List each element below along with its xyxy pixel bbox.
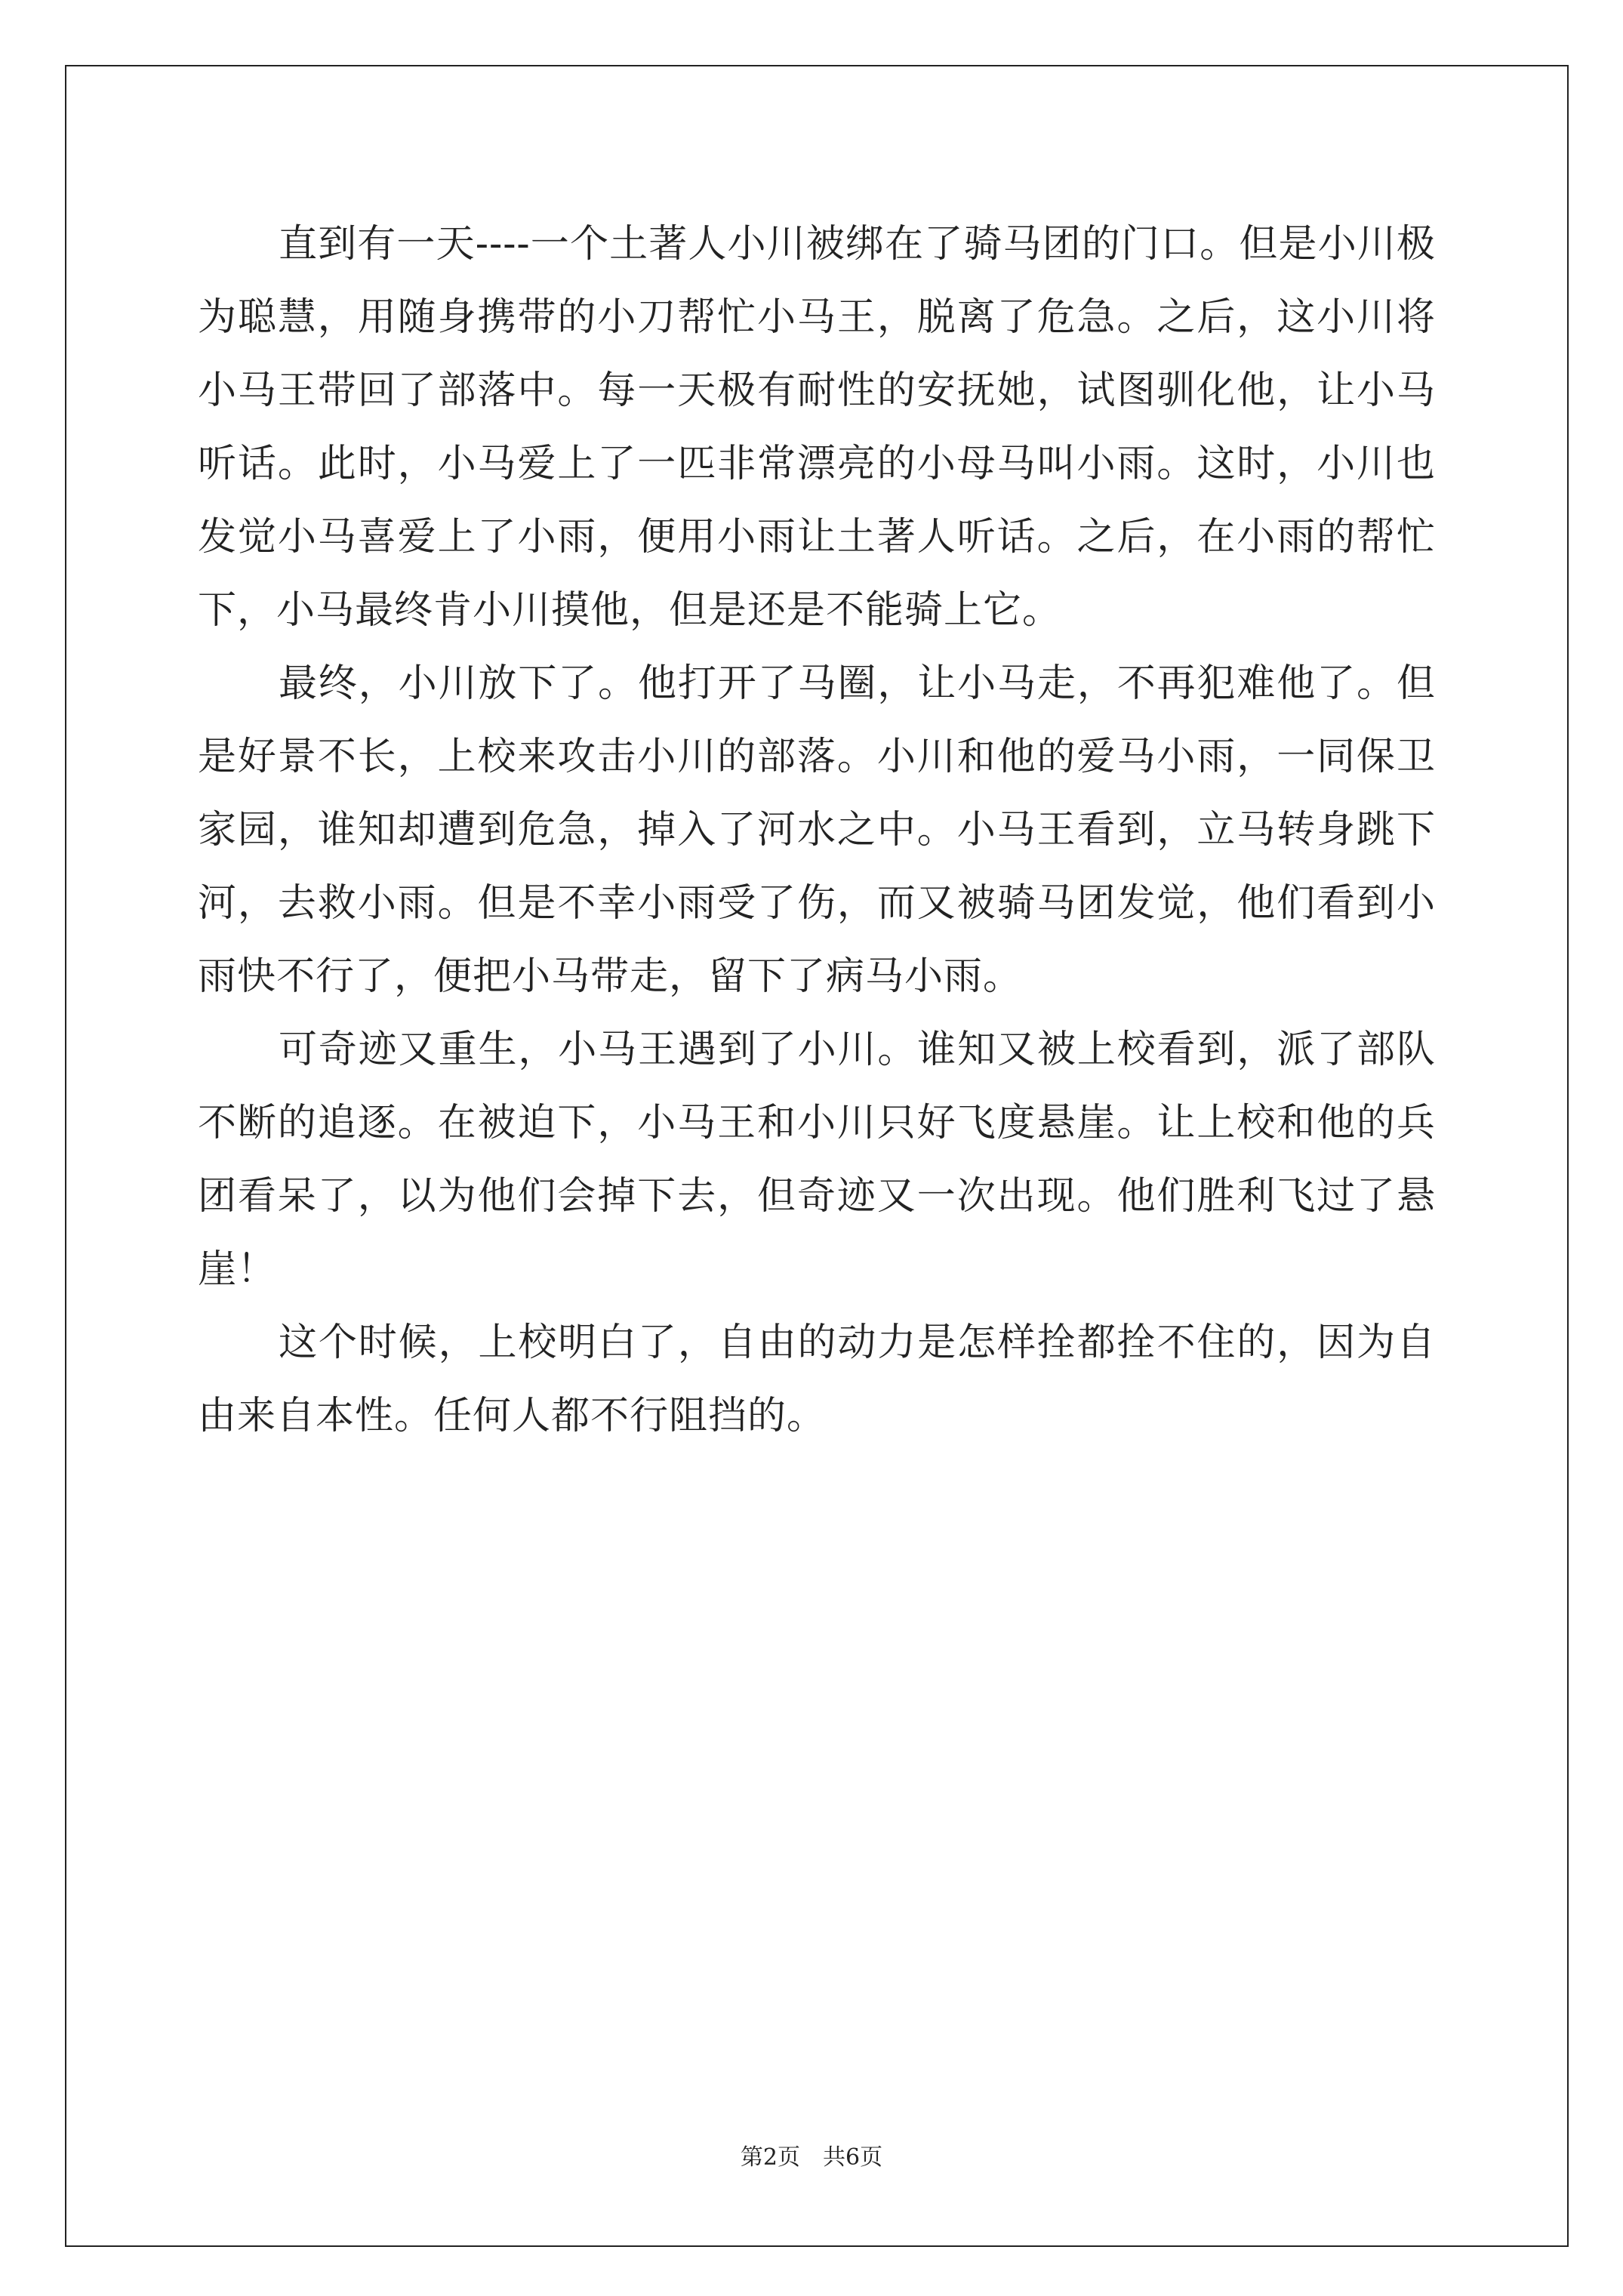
paragraph-2: 最终，小川放下了。他打开了马圈，让小马走，不再犯难他了。但是好景不长，上校来攻击小川的部落。小川和他的爱马小雨，一同保卫家园，谁知却遭到危急，掉入了河水之中。小马王看到，立马转身跳下河，去救小雨。但是不幸小雨受了伤，而又被骑马团发觉，他们看到小雨快不行了，便把小马带走，留下了病马小雨。 bbox=[198, 661, 1436, 999]
paragraph-1: 直到有一天----一个土著人小川被绑在了骑马团的门口。但是小川极为聪慧，用随身携带的小刀帮忙小马王，脱离了危急。之后，这小川将小马王带回了部落中。每一天极有耐性的安抚她，试图驯化他，让小马听话。此时，小马爱上了一匹非常漂亮的小母马叫小雨。这时，小川也发觉小马喜爱上了小雨，便用小雨让土著人听话。之后，在小雨的帮忙下，小马最终肯小川摸他，但是还是不能骑上它。 bbox=[198, 222, 1436, 633]
document-body bbox=[198, 208, 1436, 1453]
page-number-footer: 第2页 共6页 bbox=[740, 2144, 883, 2171]
paragraph-3: 可奇迹又重生，小马王遇到了小川。谁知又被上校看到，派了部队不断的追逐。在被迫下，小马王和小川只好飞度悬崖。让上校和他的兵团看呆了，以为他们会掉下去，但奇迹又一次出现。他们胜利飞过了悬崖！ bbox=[198, 1028, 1436, 1292]
paragraph-4: 这个时候，上校明白了，自由的动力是怎样拴都拴不住的，因为自由来自本性。任何人都不行阻挡的。 bbox=[198, 1321, 1436, 1438]
